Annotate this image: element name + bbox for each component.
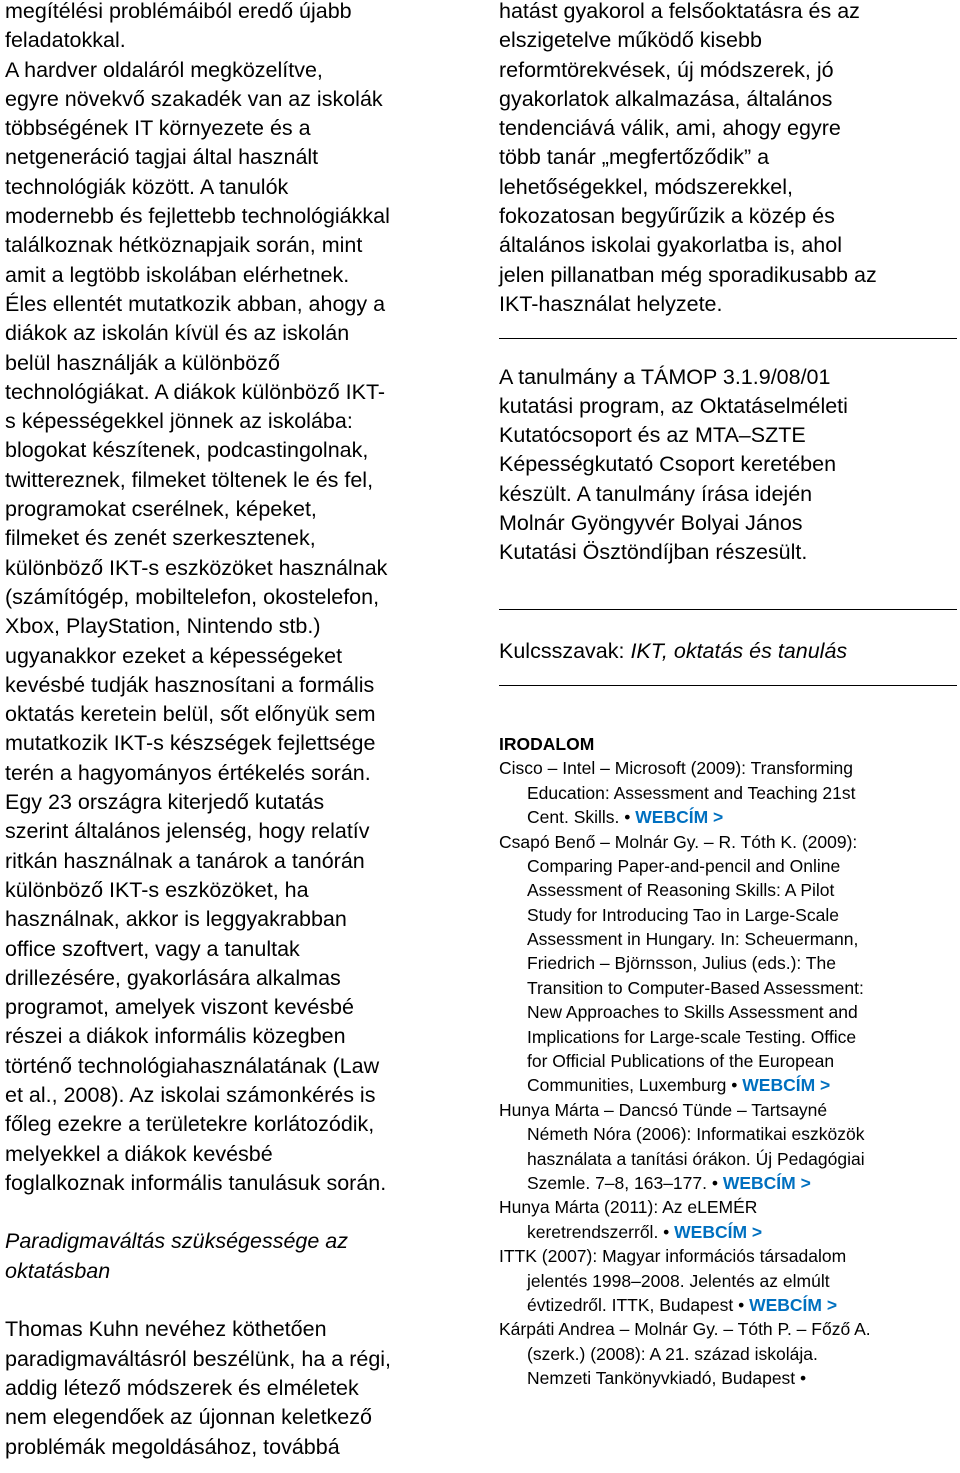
reference-line	[499, 1049, 959, 1073]
reference-line	[499, 781, 959, 805]
reference-line	[499, 1098, 959, 1122]
reference-entry	[499, 756, 959, 829]
reference-entry	[499, 1244, 959, 1317]
reference-line	[499, 1025, 959, 1049]
text-line: mutatkozik IKT-s készségek fejlettsége	[5, 731, 376, 756]
reference-entry	[499, 1098, 959, 1196]
reference-text: Study for Introducing Tao in Large-Scale	[527, 904, 839, 925]
text-line: főleg ezekre a területekre korlátozódik,	[5, 1112, 375, 1137]
reference-text: Németh Nóra (2006): Informatikai eszközök	[527, 1124, 865, 1145]
text-line: egyre növekvő szakadék van az iskolák	[5, 86, 383, 111]
text-line: megítélési problémáiból eredő újabb	[5, 0, 352, 23]
reference-line	[499, 1269, 959, 1293]
text-line: blogokat készítenek, podcastingolnak,	[5, 438, 369, 463]
text-line: twittereznek, filmeket töltenek le és fel,	[5, 467, 374, 492]
reference-text: Hunya Márta – Dancsó Tünde – Tartsayné	[499, 1099, 828, 1120]
reference-line	[499, 1171, 959, 1195]
webcim-link[interactable]: WEBCÍM >	[749, 1294, 838, 1315]
body-text-continued	[499, 0, 959, 319]
reference-list	[499, 756, 959, 1390]
text-line: A hardver oldaláról megközelítve,	[5, 57, 323, 82]
reference-text: ITTK (2007): Magyar információs társadalom	[499, 1246, 847, 1267]
reference-text: évtizedről. ITTK, Budapest •	[527, 1294, 750, 1315]
reference-text: Assessment of Reasoning Skills: A Pilot	[527, 880, 835, 901]
divider-rule	[499, 338, 957, 339]
reference-text: Nemzeti Tankönyvkiadó, Budapest •	[527, 1368, 807, 1389]
reference-line	[499, 1195, 959, 1219]
reference-entry	[499, 830, 959, 1098]
text-line: feladatokkal.	[5, 28, 126, 53]
reference-line	[499, 1244, 959, 1268]
reference-line	[499, 1342, 959, 1366]
text-line: kevésbé tudják hasznosítani a formális	[5, 672, 375, 697]
reference-text: (szerk.) (2008): A 21. század iskolája.	[527, 1343, 818, 1364]
text-line: diákok az iskolán kívül és az iskolán	[5, 321, 350, 346]
reference-text: keretrendszerről. •	[527, 1221, 675, 1242]
reference-line	[499, 903, 959, 927]
reference-text: Transition to Computer-Based Assessment:	[527, 977, 864, 998]
text-line: lehetőségekkel, módszerekkel,	[499, 174, 793, 199]
reference-text: Implications for Large-scale Testing. Office	[527, 1026, 857, 1047]
text-line: amit a legtöbb iskolában elérhetnek.	[5, 262, 350, 287]
text-line: technológiákat. A diákok különböző IKT-	[5, 379, 386, 404]
text-line: modernebb és fejlettebb technológiákkal	[5, 204, 390, 229]
text-line: programot, amelyek viszont kevésbé	[5, 995, 354, 1020]
text-line: történő technológiahasználatának (Law	[5, 1053, 380, 1078]
text-line: gyakorlatok alkalmazása, általános	[499, 86, 833, 111]
text-line: (számítógép, mobiltelefon, okostelefon,	[5, 584, 380, 609]
text-line: ritkán használnak a tanárok a tanórán	[5, 848, 365, 873]
right-column	[499, 0, 959, 1390]
reference-line	[499, 1000, 959, 1024]
reference-line	[499, 878, 959, 902]
reference-text: New Approaches to Skills Assessment and	[527, 1002, 858, 1023]
text-line: programokat cserélnek, képeket,	[5, 497, 317, 522]
section-body-text	[5, 1315, 465, 1461]
text-line: problémák megoldásához, továbbá	[5, 1434, 340, 1459]
reference-line	[499, 1122, 959, 1146]
reference-line	[499, 927, 959, 951]
text-line: et al., 2008). Az iskolai számonkérés is	[5, 1082, 376, 1107]
divider-rule	[499, 609, 957, 610]
text-line: oktatás keretein belül, sőt előnyük sem	[5, 702, 376, 727]
webcim-link[interactable]: WEBCÍM >	[742, 1075, 831, 1096]
text-line: részei a diákok informális közegben	[5, 1024, 346, 1049]
left-column	[5, 0, 465, 1462]
text-line: technológiák között. A tanulók	[5, 174, 289, 199]
text-line: hatást gyakorol a felsőoktatásra és az	[499, 0, 860, 23]
section-heading	[5, 1227, 465, 1286]
divider-rule	[499, 685, 957, 686]
reference-line	[499, 1366, 959, 1390]
text-line: szerint általános jelenség, hogy relatív	[5, 819, 370, 844]
reference-line	[499, 976, 959, 1000]
note-line: A tanulmány a TÁMOP 3.1.9/08/01	[499, 364, 831, 389]
reference-line	[499, 1293, 959, 1317]
reference-line	[499, 951, 959, 975]
text-line: foglalkoznak informális tanulásuk során.	[5, 1170, 387, 1195]
reference-line	[499, 1317, 959, 1341]
reference-text: Friedrich – Björnsson, Julius (eds.): The	[527, 953, 836, 974]
text-line: ugyanakkor ezeket a képességeket	[5, 643, 343, 668]
reference-text: Comparing Paper-and-pencil and Online	[527, 855, 841, 876]
reference-line	[499, 805, 959, 829]
text-line: elszigetelve működő kisebb	[499, 28, 762, 53]
reference-line	[499, 1220, 959, 1244]
references-heading: IRODALOM	[499, 733, 595, 754]
reference-text: Cisco – Intel – Microsoft (2009): Transforming	[499, 758, 854, 779]
text-line: IKT-használat helyzete.	[499, 291, 723, 316]
text-line: használnak, akkor is leggyakrabban	[5, 907, 347, 932]
keywords-line	[499, 637, 959, 666]
text-line: több tanár „megfertőződik” a	[499, 145, 770, 170]
text-line: office szoftvert, vagy a tanultak	[5, 936, 300, 961]
text-line: terén a hagyományos értékelés során.	[5, 760, 371, 785]
text-line: tendenciává válik, ami, ahogy egyre	[499, 116, 841, 141]
text-line: Egy 23 országra kiterjedő kutatás	[5, 790, 325, 815]
text-line: fokozatosan begyűrűzik a közép és	[499, 204, 835, 229]
reference-line	[499, 756, 959, 780]
reference-text: Szemle. 7–8, 163–177. •	[527, 1172, 723, 1193]
text-line: melyekkel a diákok kevésbé	[5, 1141, 273, 1166]
reference-text: használata a tanítási órákon. Új Pedagógiai	[527, 1148, 865, 1169]
text-line: netgeneráció tagjai által használt	[5, 145, 319, 170]
text-line: addig létező módszerek és elméletek	[5, 1375, 359, 1400]
text-line: filmeket és zenét szerkesztenek,	[5, 526, 316, 551]
reference-line	[499, 1073, 959, 1097]
reference-line	[499, 1147, 959, 1171]
reference-entry	[499, 1317, 959, 1390]
reference-entry	[499, 1195, 959, 1244]
text-line: belül használják a különböző	[5, 350, 280, 375]
reference-text: jelentés 1998–2008. Jelentés az elmúlt	[527, 1270, 830, 1291]
body-text	[5, 0, 465, 1198]
text-line: reformtörekvések, új módszerek, jó	[499, 57, 834, 82]
text-line: s képességekkel jönnek az iskolába:	[5, 409, 353, 434]
note-line: Képességkutató Csoport keretében	[499, 452, 837, 477]
reference-text: Communities, Luxemburg •	[527, 1075, 743, 1096]
text-line: többségének IT környezete és a	[5, 116, 311, 141]
reference-text: for Official Publications of the European	[527, 1051, 835, 1072]
text-line: Xbox, PlayStation, Nintendo stb.)	[5, 614, 321, 639]
text-line: nem elegendőek az újonnan keletkező	[5, 1405, 372, 1430]
keywords-label: Kulcsszavak:	[499, 638, 631, 663]
reference-text: Kárpáti Andrea – Molnár Gy. – Tóth P. – Főző A.	[499, 1319, 871, 1340]
webcim-link[interactable]: WEBCÍM >	[635, 807, 724, 828]
text-line: különböző IKT-s eszközöket, ha	[5, 877, 309, 902]
webcim-link[interactable]: WEBCÍM >	[674, 1221, 763, 1242]
text-line: Thomas Kuhn nevéhez köthetően	[5, 1317, 327, 1342]
heading-line: oktatásban	[5, 1258, 111, 1283]
text-line: Éles ellentét mutatkozik abban, ahogy a	[5, 291, 386, 316]
note-line: Kutatócsoport és az MTA–SZTE	[499, 423, 806, 448]
reference-text: Hunya Márta (2011): Az eLEMÉR	[499, 1197, 758, 1218]
note-line: kutatási program, az Oktatáselméleti	[499, 393, 848, 418]
keywords-value: IKT, oktatás és tanulás	[630, 638, 848, 663]
note-line: Kutatási Ösztöndíjban részesült.	[499, 540, 808, 565]
funding-note	[499, 363, 959, 568]
reference-line	[499, 854, 959, 878]
reference-text: Assessment in Hungary. In: Scheuermann,	[527, 929, 859, 950]
reference-line	[499, 830, 959, 854]
reference-text: Education: Assessment and Teaching 21st	[527, 782, 856, 803]
note-line: készült. A tanulmány írása idején	[499, 481, 813, 506]
text-line: paradigmaváltásról beszélünk, ha a régi,	[5, 1346, 392, 1371]
text-line: különböző IKT-s eszközöket használnak	[5, 555, 388, 580]
text-line: találkoznak hétköznapjaik során, mint	[5, 233, 363, 258]
text-line: általános iskolai gyakorlatba is, ahol	[499, 233, 843, 258]
webcim-link[interactable]: WEBCÍM >	[722, 1172, 811, 1193]
heading-line: Paradigmaváltás szükségessége az	[5, 1229, 348, 1254]
reference-text: Cent. Skills. •	[527, 807, 636, 828]
note-line: Molnár Gyöngyvér Bolyai János	[499, 511, 803, 536]
text-line: jelen pillanatban még sporadikusabb az	[499, 262, 877, 287]
text-line: drillezésére, gyakorlására alkalmas	[5, 965, 341, 990]
reference-text: Csapó Benő – Molnár Gy. – R. Tóth K. (2009):	[499, 831, 858, 852]
